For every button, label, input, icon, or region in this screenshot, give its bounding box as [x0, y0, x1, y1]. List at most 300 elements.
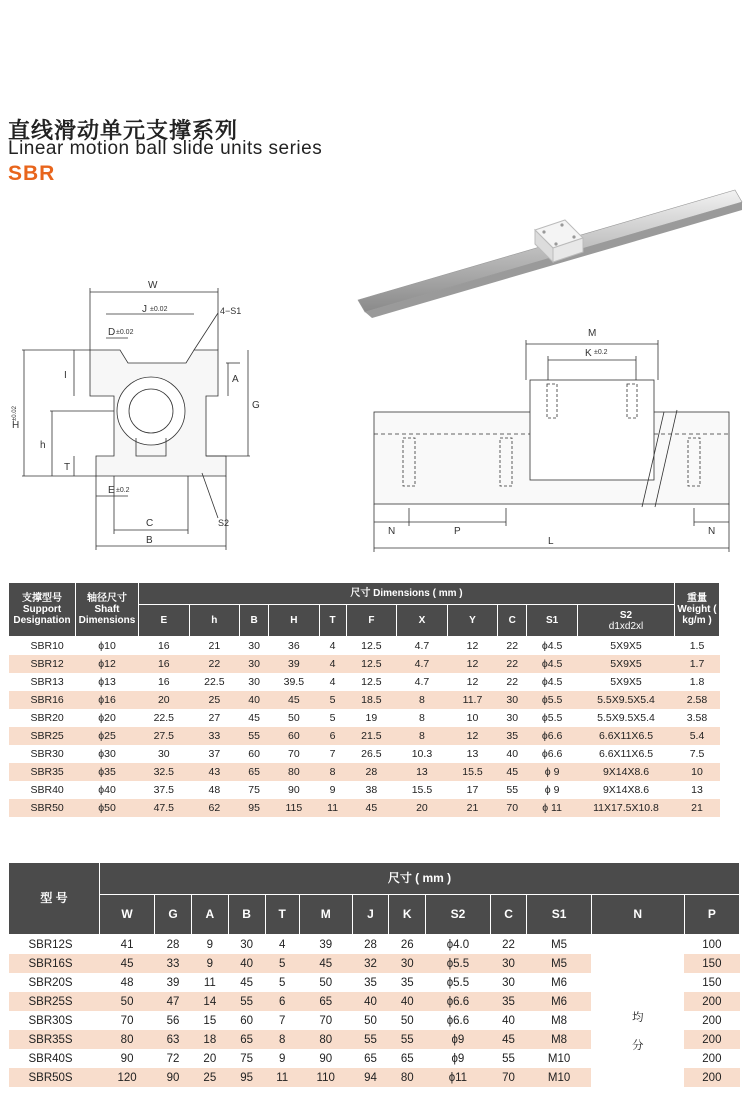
table-cell: 4 [329, 640, 336, 652]
table-cell: 18.5 [346, 691, 397, 709]
table-row [9, 637, 720, 656]
dimensions-table-sbr [8, 582, 720, 817]
table-cell: 60 [248, 748, 260, 760]
col-h: H [269, 605, 320, 637]
table-cell: M8 [527, 1030, 591, 1049]
table-cell: 5 [329, 712, 336, 724]
table-cell: SBR25 [9, 727, 76, 745]
table-cell: 22 [506, 640, 519, 652]
table-cell: 20 [139, 691, 190, 709]
table-cell: 48 [208, 784, 221, 796]
table-cell: 35 [400, 976, 414, 989]
table-cell: 19 [365, 712, 378, 724]
table-cell: ϕ6.6 [446, 1014, 470, 1027]
table-cell: ϕ6.6 [541, 748, 563, 760]
table-cell: 37.5 [153, 784, 174, 796]
table-cell: 35 [490, 992, 527, 1011]
col-f: F [346, 605, 397, 637]
table-cell: 70 [287, 748, 300, 760]
table-cell: 5.5X9.5X5.4 [597, 712, 655, 724]
dim-d-tol: ±0.02 [116, 329, 134, 336]
table-cell: 7 [329, 748, 336, 760]
table-cell: 115 [269, 799, 320, 817]
table-cell: 2.58 [675, 691, 720, 709]
table-cell: 8 [397, 727, 448, 745]
table-cell: 45 [100, 954, 155, 973]
table-cell: SBR20 [30, 712, 64, 724]
table-cell: 94 [352, 1068, 389, 1087]
col-c: C [490, 895, 527, 935]
table-cell: 60 [269, 727, 320, 745]
table-cell: 30 [248, 676, 260, 688]
col-weight: 重量 Weight ( kg/m ) [675, 583, 720, 637]
col-b: B [228, 895, 265, 935]
table-cell: 150 [702, 976, 722, 989]
table-cell: 30 [490, 954, 527, 973]
table-cell: 5 [319, 691, 346, 709]
table-cell: 21 [447, 799, 498, 817]
col-t: T [319, 605, 346, 637]
table-cell: 30 [506, 712, 519, 724]
table-cell: 200 [702, 1052, 722, 1065]
table-cell: 22 [189, 655, 240, 673]
table-cell: 26 [400, 938, 414, 951]
table-cell: ϕ4.5 [541, 640, 563, 652]
table-cell: 5X9X5 [610, 676, 642, 688]
table-cell: 72 [166, 1052, 180, 1065]
table-cell: 90 [319, 1052, 333, 1065]
table-cell: SBR40S [28, 1052, 73, 1065]
table-cell: 5X9X5 [610, 640, 642, 652]
table-cell: ϕ50 [76, 799, 139, 817]
table-cell: 47 [155, 992, 192, 1011]
table-cell: 45 [240, 976, 253, 989]
table-cell: 40 [502, 1014, 515, 1027]
table-cell: 14 [191, 992, 228, 1011]
table-cell: SBR16S [9, 954, 100, 973]
n-cell: 均 分 [591, 935, 684, 1088]
table-cell: 55 [352, 1030, 389, 1049]
table-cell: ϕ 9 [544, 784, 560, 796]
col-b: B [240, 605, 269, 637]
table-cell: 25 [189, 691, 240, 709]
table-cell: 62 [189, 799, 240, 817]
col-c: C [498, 605, 527, 637]
table-cell: M5 [527, 954, 591, 973]
table-cell: ϕ9 [451, 1052, 465, 1065]
table-cell: M6 [551, 976, 568, 989]
col-j: J [352, 895, 389, 935]
table-cell: 45 [490, 1030, 527, 1049]
table-cell: ϕ6.6 [426, 992, 491, 1011]
table-cell: 80 [100, 1030, 155, 1049]
table-row [9, 691, 720, 709]
col-s2: S2 [426, 895, 491, 935]
table-cell: 27.5 [139, 727, 190, 745]
table-cell: 13 [397, 763, 448, 781]
dim-h-upper: H [12, 420, 20, 431]
table-cell: 5 [278, 976, 286, 989]
table-cell: 40 [506, 748, 519, 760]
table-cell: 37 [208, 748, 221, 760]
table-cell: ϕ30 [98, 748, 116, 760]
table-cell: 1.7 [675, 655, 720, 673]
table-cell: 11 [319, 799, 346, 817]
table-cell: 28 [346, 763, 397, 781]
table-cell: 8 [397, 691, 448, 709]
series-code: SBR [8, 162, 56, 185]
table-cell: 65 [400, 1052, 414, 1065]
table-cell: 8 [265, 1030, 299, 1049]
table-cell: ϕ20 [98, 712, 116, 724]
table-cell: 12 [466, 676, 479, 688]
table-cell: 16 [157, 640, 170, 652]
table-cell: 65 [228, 1030, 265, 1049]
table-cell: 50 [287, 712, 300, 724]
table-cell: 33 [155, 954, 192, 973]
table-cell: 22.5 [204, 676, 225, 688]
table-cell: 39 [269, 655, 320, 673]
table-cell: 4 [278, 938, 286, 951]
table-cell: M8 [551, 1014, 568, 1027]
table-cell: 6.6X11X6.5 [598, 748, 654, 760]
table-cell: 38 [365, 784, 378, 796]
dim-j-tol: ±0.02 [150, 306, 168, 313]
table-cell: 70 [319, 1014, 333, 1027]
col-support-designation: 支撑型号 Support Designation [9, 583, 76, 637]
table-cell: 80 [269, 763, 320, 781]
table-cell: 5.5X9.5X5.4 [578, 691, 675, 709]
table-cell: 18 [191, 1030, 228, 1049]
table-cell: 40 [228, 954, 265, 973]
table-cell: 70 [120, 1014, 134, 1027]
table-cell: ϕ5.5 [541, 712, 563, 724]
table-cell: 30 [498, 691, 527, 709]
table-cell: 70 [490, 1068, 527, 1087]
table-cell: 41 [120, 938, 134, 951]
table-cell: 13 [466, 748, 479, 760]
table-cell: 9 [278, 1052, 286, 1065]
col-n: N [591, 895, 684, 935]
col-shaft-dimensions: 轴径尺寸 Shaft Dimensions [76, 583, 139, 637]
col-k: K [389, 895, 426, 935]
table-row [9, 709, 720, 727]
dim-l: L [548, 536, 554, 547]
table-cell: 28 [166, 938, 180, 951]
table-cell: 200 [684, 1068, 739, 1087]
table-cell: 50 [364, 1014, 377, 1027]
table-cell: 43 [189, 763, 240, 781]
dim-s2: S2 [218, 518, 230, 528]
table-cell: 30 [389, 954, 426, 973]
col-p: P [684, 895, 739, 935]
product-illustration [350, 180, 750, 330]
col-s1: S1 [527, 895, 591, 935]
table-cell: 9X14X8.6 [602, 784, 650, 796]
table-cell: 50 [319, 976, 333, 989]
table-cell: SBR12S [28, 938, 73, 951]
table-cell: SBR10 [30, 640, 64, 652]
table-cell: 65 [240, 763, 269, 781]
table-cell: M10 [547, 1052, 571, 1065]
table-cell: 56 [166, 1014, 180, 1027]
table-cell: 11 [203, 976, 216, 989]
title-english: Linear motion ball slide units series [8, 138, 323, 159]
table-cell: SBR50 [9, 799, 76, 817]
table-cell: 8 [419, 712, 425, 724]
dim-m: M [588, 328, 597, 339]
table-cell: 9 [329, 784, 336, 796]
table-cell: M10 [527, 1068, 591, 1087]
table-cell: 39 [166, 976, 180, 989]
table-cell: 33 [189, 727, 240, 745]
table-cell: 13 [691, 784, 703, 796]
table-cell: ϕ5.5 [446, 976, 470, 989]
table-cell: 12 [466, 640, 479, 652]
table-cell: SBR13 [30, 676, 64, 688]
table-cell: 7.5 [689, 748, 705, 760]
table-cell: ϕ 9 [527, 763, 578, 781]
dim-n-left: N [388, 526, 396, 537]
table-row [9, 673, 720, 691]
table-cell: SBR25S [9, 992, 100, 1011]
table-cell: 4 [319, 655, 346, 673]
table-cell: ϕ5.5 [527, 691, 578, 709]
col-w: W [100, 895, 155, 935]
table-cell: 55 [240, 727, 269, 745]
table-cell: 80 [299, 1030, 352, 1049]
dim-i: I [64, 370, 67, 381]
table-cell: 55 [389, 1030, 426, 1049]
table-cell: ϕ12 [76, 655, 139, 673]
table-cell: 4.7 [414, 640, 430, 652]
table-cell: ϕ4.5 [527, 655, 578, 673]
dim-s1: 4−S1 [220, 306, 242, 316]
cross-section-drawing [8, 278, 270, 553]
table-cell: 1.8 [689, 676, 705, 688]
table-cell: 11.7 [447, 691, 498, 709]
table-cell: 10.3 [411, 748, 433, 760]
table-cell: M6 [527, 992, 591, 1011]
table-cell: 110 [299, 1068, 352, 1087]
table-row [9, 781, 720, 799]
table-cell: 30 [240, 938, 253, 951]
table-cell: 35 [364, 976, 377, 989]
table-cell: 50 [400, 1014, 414, 1027]
table-cell: 45 [248, 712, 260, 724]
table-cell: ϕ13 [98, 676, 116, 688]
col-m: M [299, 895, 352, 935]
table-cell: 12 [447, 655, 498, 673]
table-cell: 40 [389, 992, 426, 1011]
table-cell: 200 [684, 992, 739, 1011]
dim-h-tol: ±0.02 [12, 406, 18, 421]
table-cell: 90 [120, 1052, 134, 1065]
table-cell: SBR20S [28, 976, 73, 989]
table-cell: 90 [287, 784, 300, 796]
dim-n-right: N [708, 526, 716, 537]
table-cell: 45 [498, 763, 527, 781]
table-cell: 22 [498, 655, 527, 673]
table-cell: 150 [684, 954, 739, 973]
dim-a: A [232, 374, 239, 385]
dimensions-table-sbrs [8, 862, 740, 1087]
dim-j: J [142, 304, 147, 315]
table-cell: 12 [447, 727, 498, 745]
table-cell: 47.5 [139, 799, 190, 817]
table-cell: 22 [502, 938, 515, 951]
table-cell: 4.7 [414, 676, 430, 688]
table-cell: 3.58 [686, 712, 708, 724]
col-t: T [265, 895, 299, 935]
table-cell: 4.7 [397, 655, 448, 673]
table-cell: 32 [352, 954, 389, 973]
dim-d: D [108, 327, 116, 338]
table-cell: 5.4 [675, 727, 720, 745]
table-cell: 30 [157, 748, 170, 760]
table-cell: ϕ10 [98, 640, 116, 652]
table-row [9, 745, 720, 763]
table-cell: 6 [319, 727, 346, 745]
table-cell: 95 [228, 1068, 265, 1087]
table-row [9, 935, 740, 955]
table-cell: 45 [299, 954, 352, 973]
table-cell: ϕ35 [76, 763, 139, 781]
col-x: X [397, 605, 448, 637]
table-cell: 12.5 [346, 655, 397, 673]
table-cell: 21 [208, 640, 221, 652]
table-cell: 30 [502, 976, 515, 989]
table-cell: 55 [506, 784, 519, 796]
table-cell: 55 [502, 1052, 515, 1065]
table-cell: 15.5 [411, 784, 433, 796]
col-s2: S2 d1xd2xl [578, 605, 675, 637]
dim-c: C [146, 518, 154, 529]
table-cell: 70 [498, 799, 527, 817]
table-cell: 9 [206, 938, 214, 951]
table-cell: 9 [191, 954, 228, 973]
table-cell: 27 [208, 712, 221, 724]
dim-t: T [64, 462, 71, 473]
table-cell: 60 [240, 1014, 253, 1027]
table-row [9, 727, 720, 745]
table-cell: ϕ4.5 [541, 676, 563, 688]
table-cell: 22 [506, 676, 519, 688]
table-cell: 120 [100, 1068, 155, 1087]
col-y: Y [447, 605, 498, 637]
table-cell: ϕ40 [98, 784, 116, 796]
table-cell: 11 [265, 1068, 299, 1087]
table-cell: SBR16 [9, 691, 76, 709]
table-cell: SBR12 [9, 655, 76, 673]
table-cell: 5X9X5 [578, 655, 675, 673]
table-cell: 32.5 [139, 763, 190, 781]
dim-e: E [108, 485, 115, 496]
table-cell: 16 [139, 655, 190, 673]
table-cell: 6 [265, 992, 299, 1011]
table-cell: 36 [287, 640, 300, 652]
table-cell: 12.5 [361, 676, 382, 688]
table-cell: 11X17.5X10.8 [578, 799, 675, 817]
col-a: A [191, 895, 228, 935]
table-row [9, 763, 720, 781]
table-cell: 20 [203, 1052, 217, 1065]
table-cell: 15 [203, 1014, 217, 1027]
dim-k: K [585, 348, 592, 359]
dim-p: P [454, 526, 461, 537]
title-chinese: 直线滑动单元支撑系列 [8, 118, 239, 143]
table-cell: 4 [329, 676, 336, 688]
table-cell: 200 [702, 1014, 722, 1027]
table-cell: 45 [269, 691, 320, 709]
table-cell: SBR30S [28, 1014, 73, 1027]
table-cell: 1.5 [689, 640, 705, 652]
table-cell: 90 [155, 1068, 192, 1087]
table-cell: 21 [675, 799, 720, 817]
col-group-dimensions: 尺寸 ( mm ) [100, 863, 740, 895]
dim-b: B [146, 535, 153, 546]
table-cell: ϕ4.0 [446, 938, 470, 951]
table-cell: 28 [364, 938, 377, 951]
table-cell: 5 [265, 954, 299, 973]
table-cell: 39.5 [283, 676, 305, 688]
table-cell: 63 [155, 1030, 192, 1049]
col-s1: S1 [527, 605, 578, 637]
table-cell: 6.6X11X6.5 [578, 727, 675, 745]
table-cell: 45 [346, 799, 397, 817]
table-cell: 12.5 [361, 640, 382, 652]
table-cell: 40 [240, 691, 269, 709]
table-cell: 15.5 [447, 763, 498, 781]
table-cell: 80 [389, 1068, 426, 1087]
table-cell: 25 [191, 1068, 228, 1087]
table-cell: 75 [248, 784, 260, 796]
table-row [9, 655, 720, 673]
table-cell: 40 [352, 992, 389, 1011]
table-cell: 200 [684, 1030, 739, 1049]
table-cell: M5 [551, 938, 568, 951]
table-cell: SBR30 [30, 748, 64, 760]
table-cell: 65 [299, 992, 352, 1011]
table-cell: 20 [397, 799, 448, 817]
table-cell: 16 [157, 676, 170, 688]
table-cell: SBR40 [30, 784, 64, 796]
col-model: 型 号 [9, 863, 100, 935]
table-cell: 95 [240, 799, 269, 817]
table-cell: 22.5 [153, 712, 174, 724]
table-cell: 30 [248, 640, 260, 652]
table-cell: 10 [675, 763, 720, 781]
col-group-dimensions: 尺寸 Dimensions ( mm ) [139, 583, 675, 605]
table-cell: SBR35 [9, 763, 76, 781]
dim-g: G [252, 400, 260, 411]
table-cell: 48 [120, 976, 134, 989]
table-cell: 7 [278, 1014, 286, 1027]
col-h: h [189, 605, 240, 637]
table-cell: ϕ9 [426, 1030, 491, 1049]
table-cell: 21.5 [346, 727, 397, 745]
table-cell: ϕ 11 [527, 799, 578, 817]
table-cell: ϕ25 [76, 727, 139, 745]
table-cell: SBR50S [9, 1068, 100, 1087]
table-cell: 26.5 [361, 748, 382, 760]
dim-h-lower: h [40, 440, 46, 451]
table-row [9, 799, 720, 817]
table-cell: ϕ5.5 [426, 954, 491, 973]
dim-k-tol: ±0.2 [594, 349, 608, 356]
table-cell: 100 [702, 938, 722, 951]
col-e: E [139, 605, 190, 637]
